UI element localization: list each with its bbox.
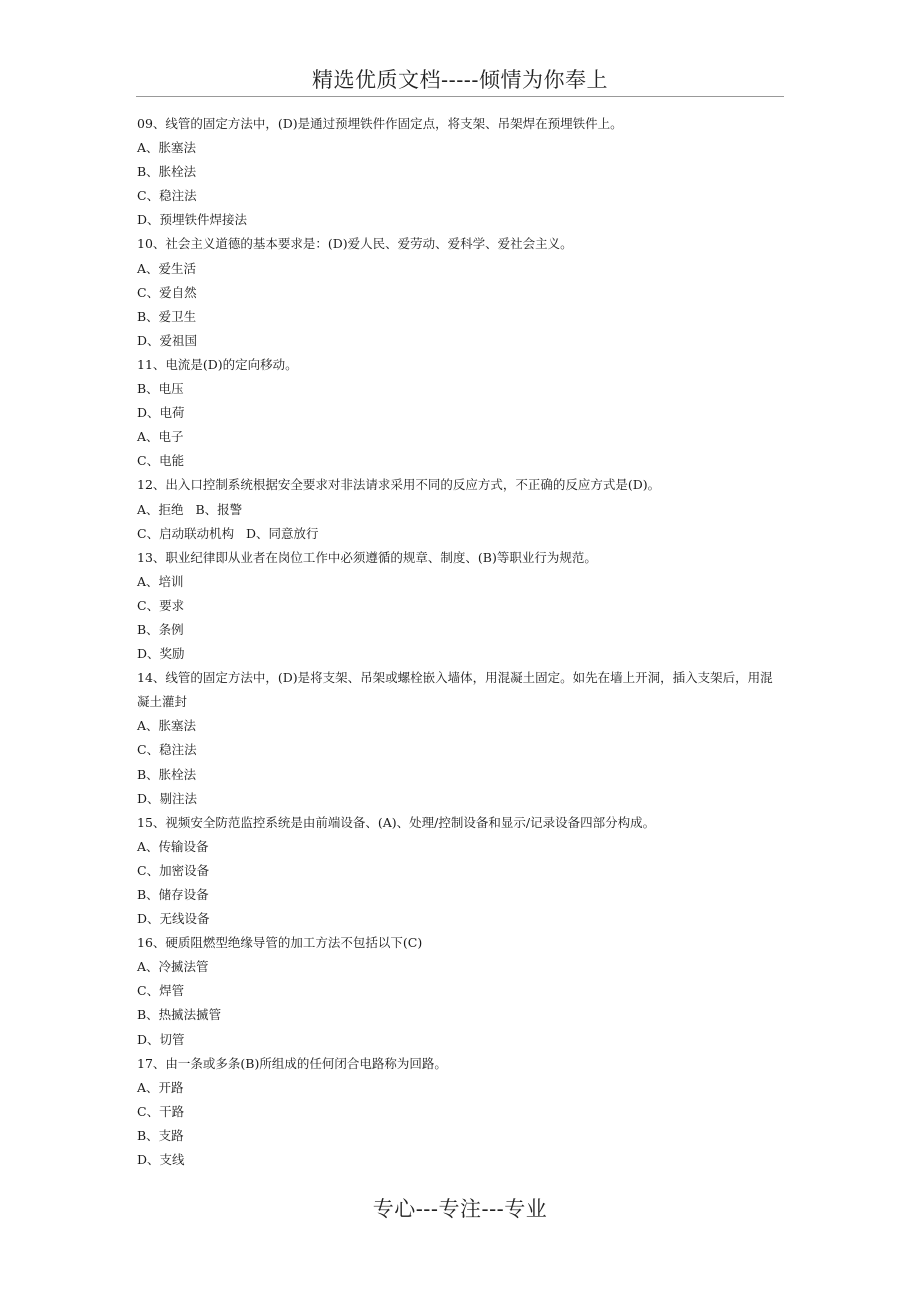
option-line: C、稳注法 <box>137 742 197 758</box>
option-line: B、支路 <box>137 1127 184 1143</box>
option-line: D、剔注法 <box>137 790 198 806</box>
question-line: 15、视频安全防范监控系统是由前端设备、(A)、处理/控制设备和显示/记录设备四部分构成。 <box>137 814 656 830</box>
option-line: A、胀塞法 <box>137 718 197 734</box>
option-line: C、加密设备 <box>137 862 210 878</box>
option-line: A、培训 <box>137 573 184 589</box>
option-line: D、切管 <box>137 1031 185 1047</box>
option-line: B、胀栓法 <box>137 164 197 180</box>
option-line: B、电压 <box>137 381 184 397</box>
option-line: A、拒绝 B、报警 <box>137 501 243 517</box>
option-line: D、无线设备 <box>137 911 210 927</box>
question-line: 16、硬质阻燃型绝缘导管的加工方法不包括以下(C) <box>137 935 423 951</box>
page-footer: 专心---专注---专业 <box>372 1197 548 1221</box>
option-line: B、条例 <box>137 621 184 637</box>
option-line: A、开路 <box>137 1079 184 1095</box>
option-line: D、支线 <box>137 1152 185 1168</box>
question-line: 12、出入口控制系统根据安全要求对非法请求采用不同的反应方式，不正确的反应方式是(D)。 <box>137 477 661 493</box>
option-line: C、启动联动机构 D、同意放行 <box>137 525 319 541</box>
option-line: C、电能 <box>137 453 185 469</box>
option-line: D、奖励 <box>137 646 185 662</box>
option-line: C、稳注法 <box>137 188 197 204</box>
option-line: A、电子 <box>137 429 184 445</box>
option-line: C、要求 <box>137 597 185 613</box>
option-line: B、热揻法揻管 <box>137 1007 222 1023</box>
option-line: A、传输设备 <box>137 838 209 854</box>
option-line: B、储存设备 <box>137 887 209 902</box>
option-line: A、冷揻法管 <box>137 959 209 975</box>
option-line: C、爱自然 <box>137 284 197 300</box>
question-line: 13、职业纪律即从业者在岗位工作中必须遵循的规章、制度、(B)等职业行为规范。 <box>137 549 597 565</box>
page-header: 精选优质文档-----倾情为你奉上 <box>312 68 608 92</box>
option-line: B、爱卫生 <box>137 308 197 324</box>
option-line: A、胀塞法 <box>137 140 197 156</box>
question-line: 14、线管的固定方法中，(D)是将支架、吊架或螺栓嵌入墙体，用混凝土固定。如先在墙上开洞，插入支架后，用混凝土灌封 <box>137 670 773 710</box>
question-line: 10、社会主义道德的基本要求是：(D)爱人民、爱劳动、爱科学、爱社会主义。 <box>137 236 573 252</box>
option-line: D、预埋铁件焊接法 <box>137 212 248 228</box>
option-line: A、爱生活 <box>137 260 197 276</box>
question-line: 17、由一条或多条(B)所组成的任何闭合电路称为回路。 <box>137 1055 447 1071</box>
question-line: 09、线管的固定方法中，(D)是通过预埋铁件作固定点，将支架、吊架焊在预埋铁件上。 <box>137 116 623 131</box>
question-line: 11、电流是(D)的定向移动。 <box>137 356 298 372</box>
option-line: C、焊管 <box>137 983 185 999</box>
option-line: D、爱祖国 <box>137 332 198 348</box>
option-line: C、干路 <box>137 1103 185 1119</box>
option-line: D、电荷 <box>137 405 185 421</box>
document-body <box>137 112 785 1172</box>
header-divider <box>136 96 784 97</box>
option-line: B、胀栓法 <box>137 766 197 782</box>
